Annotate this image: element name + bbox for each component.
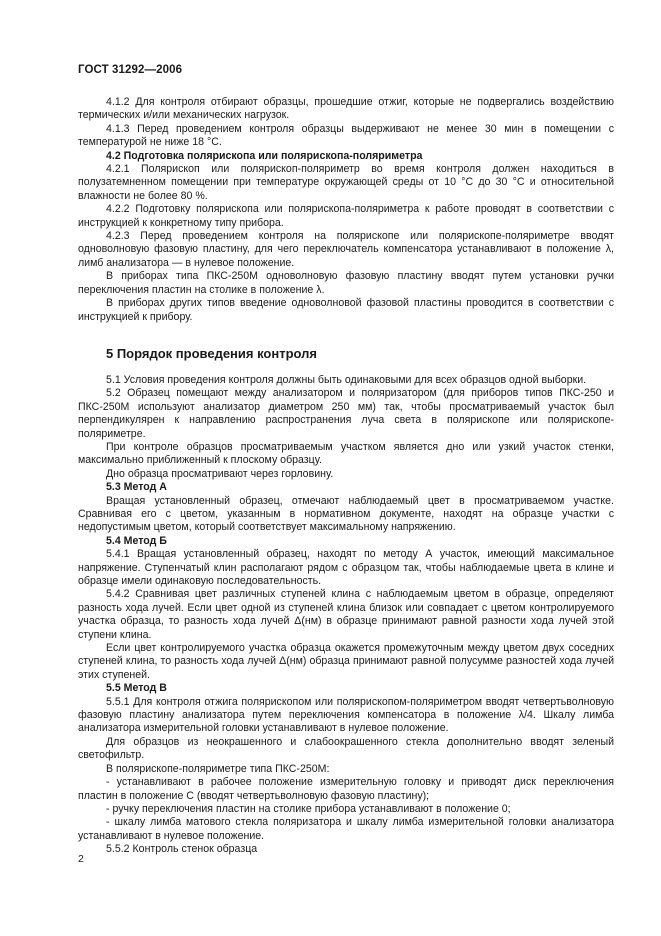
paragraph: В приборах других типов введение одноволновой фазовой пластины проводится в соответствии с инструкцией к прибору. bbox=[78, 297, 614, 323]
paragraph: При контроле образцов просматриваемым участком является дно или узкий участок стенки, максимально приближенный к плоскому образцу. bbox=[78, 440, 614, 467]
document-body bbox=[78, 96, 614, 857]
paragraph: 5.4.1 Вращая установленный образец, находят по методу А участок, имеющий максимальное напряжение. Ступенчатый клин располагают рядом с образцом так, чтобы наблюдаемые цвета в клине и образце имели одинаковую последовательность. bbox=[78, 548, 614, 587]
paragraph: 5.5.2 Контроль стенок образца bbox=[106, 843, 258, 856]
paragraph: 5.5.1 Для контроля отжига полярископом или полярископом-поляриметром вводят четвертьволновую фазовую пластину анализатора путем переключения компенсатора в положение λ/4. Шкалу лимба анализатора измерительной головки устанавливают в нулевое положение. bbox=[78, 695, 614, 735]
section-4-content bbox=[78, 96, 614, 324]
paragraph: 5.2 Образец помещают между анализатором и поляризатором (для приборов типов ПКС-250 и ПКС-250М используют анализатор диаметром 250 мм) так, чтобы просматриваемый участок был перпендикулярен к направлению распространения луча света в полярископе или полярископе-поляриметре. bbox=[78, 387, 614, 440]
paragraph: - устанавливают в рабочее положение измерительную головку и приводят диск переключения пластин в положение С (вводят четвертьволновую фазовую пластину); bbox=[78, 776, 614, 802]
paragraph: В приборах типа ПКС-250М одноволновую фазовую пластину вводят путем установки ручки переключения пластин на столике в положение λ. bbox=[78, 270, 614, 296]
paragraph: - ручку переключения пластин на столике прибора устанавливают в положение 0; bbox=[106, 802, 511, 815]
paragraph: 4.1.2 Для контроля отбирают образцы, прошедшие отжиг, которые не подвергались воздействию термических и/или механических нагрузок. bbox=[78, 96, 614, 122]
page-number: 2 bbox=[78, 853, 84, 865]
subsection-heading: 5.4 Метод Б bbox=[106, 534, 167, 547]
paragraph: 4.2.1 Полярископ или полярископ-поляриметр во время контроля должен находиться в полузатемненном помещении при температуре окружающей среды от 10 °С до 30 °С и относительной влажности не более 80 %. bbox=[78, 163, 614, 202]
document-header: ГОСТ 31292—2006 bbox=[78, 64, 183, 76]
paragraph: Вращая установленный образец, отмечают наблюдаемый цвет в просматриваемом участке. Сравнивая его с цветом, указанным в нормативном документе, находят на образце участки с недопустимым цветом, который соответствует максимальному напряжению. bbox=[78, 494, 614, 534]
paragraph: Для образцов из неокрашенного и слабоокрашенного стекла дополнительно вводят зеленый светофильтр. bbox=[78, 735, 614, 762]
paragraph: 4.1.3 Перед проведением контроля образцы выдерживают не менее 30 мин в помещении с температурой не ниже 18 °С. bbox=[78, 122, 614, 149]
paragraph: 4.2.3 Перед проведением контроля на полярископе или полярископе-поляриметре вводят одноволновую фазовую пластину, для чего переключатель компенсатора устанавливают в положение λ, лимб анализатора — в нулевое положение. bbox=[78, 230, 614, 269]
paragraph: 4.2.2 Подготовку полярископа или полярископа-поляриметра к работе проводят в соответствии с инструкцией к конкретному типу прибора. bbox=[78, 203, 614, 229]
section-5-content bbox=[78, 374, 614, 857]
paragraph: 5.4.2 Сравнивая цвет различных ступеней клина с наблюдаемым цветом в образце, определяют разность хода лучей. Если цвет одной из ступеней клина близок или совпадает с цветом контролируемого участка образца, то разность хода лучей Δ(нм) в образце принимают равной разности хода лучей этой ступени клина. bbox=[78, 588, 614, 641]
subsection-heading: 5.5 Метод В bbox=[106, 682, 167, 695]
paragraph: 5.1 Условия проведения контроля должны быть одинаковыми для всех образцов одной выборки. bbox=[106, 373, 587, 386]
paragraph: Дно образца просматривают через горловину. bbox=[106, 467, 334, 480]
subsection-heading: 5.3 Метод А bbox=[106, 481, 167, 494]
paragraph: Если цвет контролируемого участка образца окажется промежуточным между цветом двух соседних ступеней клина, то разность хода лучей Δ(нм) образца принимают равной полусумме разностей хода лучей этих ступеней. bbox=[78, 642, 614, 681]
paragraph: - шкалу лимба матового стекла поляризатора и шкалу лимба измерительной головки анализатора устанавливают в нулевое положение. bbox=[78, 816, 614, 842]
section-title: 5 Порядок проведения контроля bbox=[106, 345, 317, 361]
subsection-heading: 4.2 Подготовка полярископа или полярископа-поляриметра bbox=[106, 149, 423, 162]
paragraph: В полярископе-поляриметре типа ПКС-250М: bbox=[106, 762, 330, 775]
